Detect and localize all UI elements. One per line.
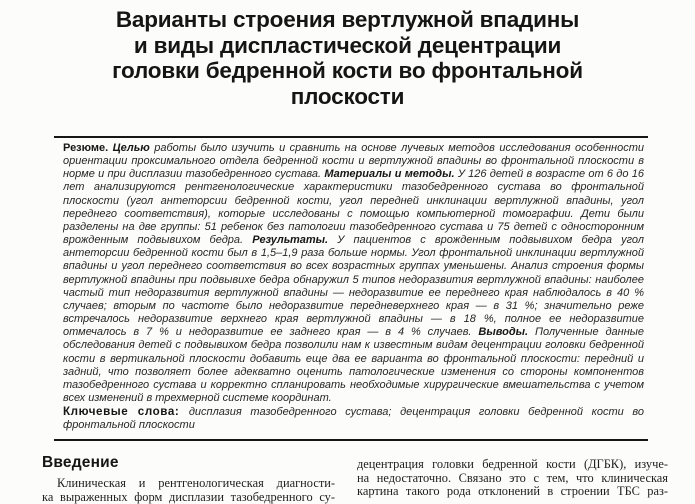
introduction-right-column — [357, 458, 668, 499]
abstract-text-aim: работы было изучить и сравнить на основе лучевых методов исследования особенности ориентации проксимального отдела бедренной кости и вертлужной впадины во фронтальной плоскости в норме и при дисплазии тазобедренного сустава. — [63, 142, 644, 180]
page-title-line: головки бедренной кости во фронтальной — [0, 58, 695, 84]
divider-bottom — [54, 439, 648, 441]
section-heading-introduction: Введение — [42, 454, 335, 472]
page-title — [0, 7, 695, 109]
text-line: децентрация головки бедренной кости (ДГБК), изуче- — [357, 458, 668, 472]
abstract-label-summary: Резюме. — [63, 142, 113, 154]
keywords-text: дисплазия тазобедренного сустава; децентрация головки бедренной кости во фронтальной плоскости — [63, 406, 644, 431]
page-title-line: и виды диспластической децентрации — [0, 33, 695, 59]
abstract-label-conclusions: Выводы. — [478, 326, 535, 338]
keywords-label: Ключевые слова: — [63, 405, 189, 418]
text-line: на недостаточно. Связано это с тем, что клиническая — [357, 472, 668, 486]
abstract-text-conclusions: Полученные данные обследования детей с подвывихом бедра позволили нам к известным видам децентрации головки бедренной кости в вертикальной плоскости добавить еще два ее варианта во фронтальной плоскости: передний и задний, что позволяет более адекватно оценить патологические изменения со стороны компонентов тазобедренного сустава и корректно спланировать необходимые хирургические вмешательства с учетом всех изменений в трехмерной системе координат. — [63, 326, 644, 404]
keywords-paragraph — [63, 405, 644, 432]
introduction-left-column — [42, 454, 335, 504]
abstract-text-results: У пациентов с врожденным подвывихом бедра угол антеторсии бедренной кости был в 1,5–1,9 раза больше нормы. Угол фронтальной инклинации вертлужной впадины и угол переднего соответствия во всех возрастных группах уменьшены. Анализ строения формы вертлужной впадины при подвывихе бедра обнаружил 5 типов недоразвития вертлужной впадины: наиболее частый тип недоразвития вертлужной впадины — недоразвитие ее переднего края наблюдалось в 40 % случаев; вторым по частоте было недоразвитие передневерхнего края — в 31 %; значительно реже встречалось недоразвитие верхнего края вертлужной впадины — в 18 %, полное ее недоразвитие отмечалось в 7 % и недоразвитие ее заднего края — в 4 % случаев. — [63, 234, 644, 338]
page-title-line: Варианты строения вертлужной впадины — [0, 7, 695, 33]
abstract-text-methods: У 126 детей в возрасте от 6 до 16 лет анализируются рентгенологические характеристики тазобедренного сустава во фронтальной плоскости (угол антеторсии бедренной кости, угол передней инклинации вертлужной впадины, угол переднего соответствия), которые исследованы с помощью компьютерной томографии. Дети были разделены на две группы: 51 ребенок без патологии тазобедренного сустава и 75 детей с односторонним врожденным подвывихом бедра. — [63, 168, 644, 246]
text-line: Клиническая и рентгенологическая диагности- — [42, 477, 335, 491]
abstract-section — [63, 142, 644, 438]
text-line: ка выраженных форм дисплазии тазобедренного су- — [42, 491, 335, 504]
text-line: картина такого рода отклонений в строении ТБС раз- — [357, 485, 668, 499]
abstract-label-results: Результаты. — [252, 234, 337, 246]
abstract-label-methods: Материалы и методы. — [324, 168, 457, 180]
divider-top — [54, 136, 648, 138]
abstract-paragraph — [63, 142, 644, 405]
page-title-line: плоскости — [0, 84, 695, 110]
abstract-label-aim: Целью — [113, 142, 155, 154]
